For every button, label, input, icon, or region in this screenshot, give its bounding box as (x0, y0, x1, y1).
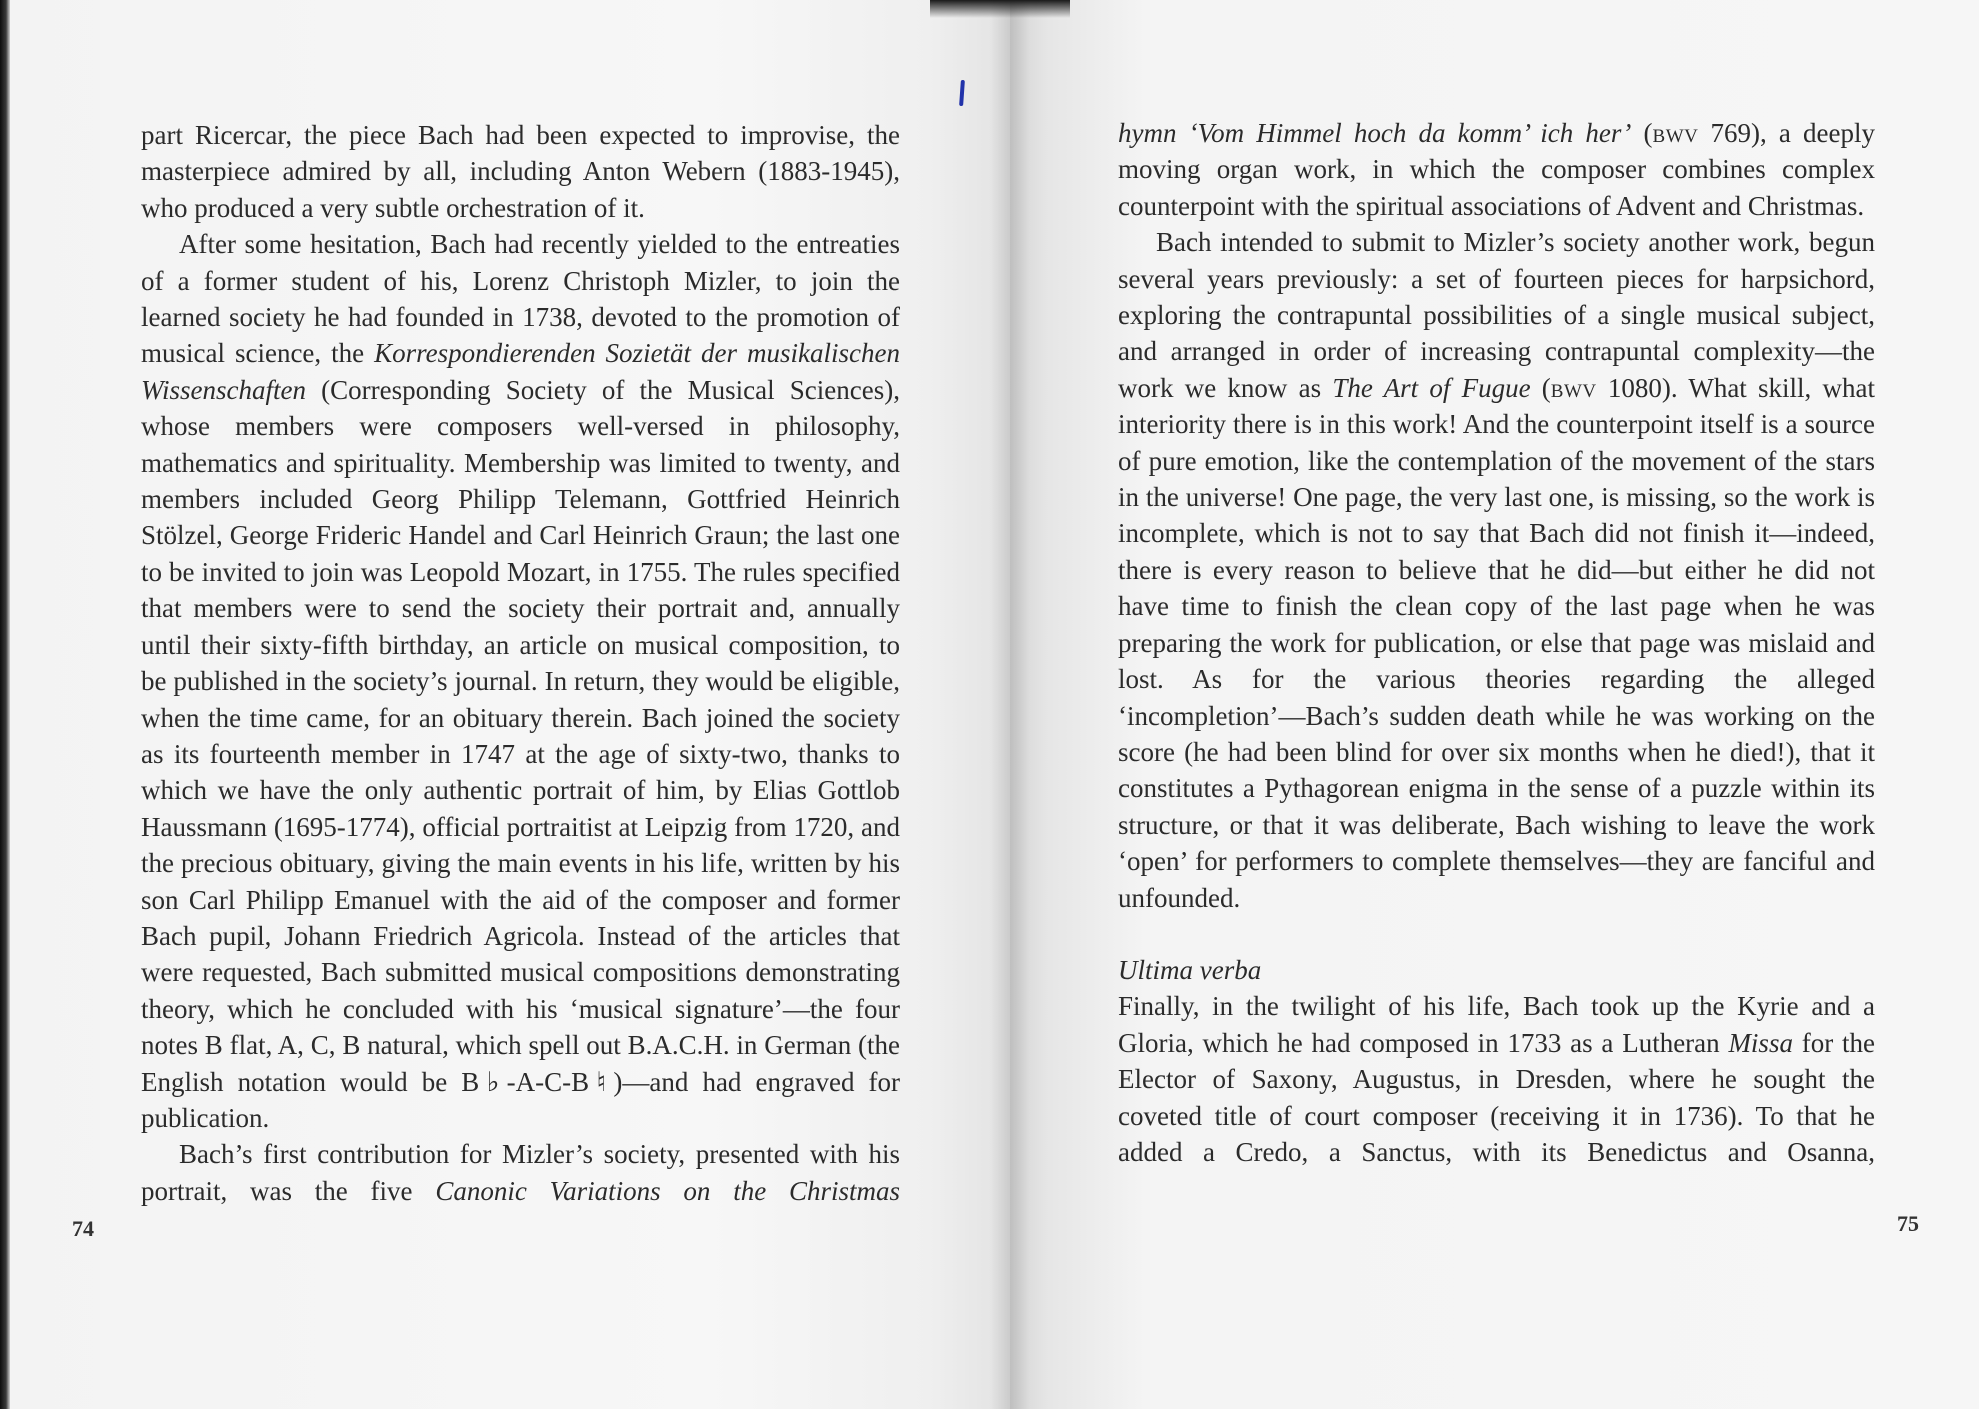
hymn-title-italic: hymn ‘Vom Himmel hoch da komm’ ich her’ (1118, 118, 1632, 148)
book-edge (0, 0, 10, 1409)
left-paragraph-1: part Ricercar, the piece Bach had been expected to improvise, the masterpiece admired by all, including Anton Webern (1883-1945), who produced a very subtle orchestration of it. (141, 120, 900, 223)
page-number-right: 75 (1897, 1211, 1919, 1236)
bwv-abbrev: bwv (1550, 372, 1597, 403)
right-paragraph-1: hymn ‘Vom Himmel hoch da komm’ ich her’ (bwv 769), a deeply moving organ work, in which the composer combines complex counterpoint with the spiritual associations of Advent and Christmas. (1118, 118, 1875, 221)
right-page-text (1118, 115, 1875, 1170)
page-number-left: 74 (72, 1216, 94, 1241)
missa-italic: Missa (1728, 1027, 1793, 1058)
gutter-shadow (990, 0, 1030, 1409)
binding-shadow (930, 0, 1070, 18)
section-heading: Ultima verba (1118, 954, 1262, 985)
left-page-text (141, 117, 900, 1209)
right-paragraph-2: Bach intended to submit to Mizler’s society another work, begun several years previously: a set of fourteen pieces for harpsichord, exploring the contrapuntal possibilities of a single musical subject, and arranged in order of increasing contrapuntal complexity—the work we know as The Art of Fugue (bwv 1080). What skill, what interiority there is in this work! And the counterpoint itself is a source of pure emotion, like the contemplation of the movement of the stars in the universe! One page, the very last one, is missing, so the work is incomplete, which is not to say that Bach did not finish it—indeed, there is every reason to believe that he did—but either he did not have time to finish the clean copy of the last page when he was preparing the work for publication, or else that page was mislaid and lost. As for the various theories regarding the alleged ‘incompletion’—Bach’s sudden death while he was working on the score (he had been blind for over six months when he died!), that it constitutes a Pythagorean enigma in the sense of a puzzle within its structure, or that it was deliberate, Bach wishing to leave the work ‘open’ for performers to complete themselves—they are fanciful and unfounded. (1118, 227, 1876, 913)
right-paragraph-3: Finally, in the twilight of his life, Bach took up the Kyrie and a Gloria, which he had composed in 1733 as a Lutheran Missa for the Elector of Saxony, Augustus, in Dresden, where he sought the coveted title of court composer (receiving it in 1736). To that he added a Credo, a Sanctus, with its Benedictus and Osanna, (1118, 991, 1875, 1167)
art-of-fugue-title: The Art of Fugue (1332, 372, 1531, 403)
right-page (1010, 0, 1979, 1409)
left-paragraph-3: Bach’s first contribution for Mizler’s society, presented with his portrait, was the five Canonic Variations on the Christmas (141, 1139, 900, 1206)
left-page (10, 0, 1010, 1409)
bwv-abbrev: bwv (1652, 118, 1699, 148)
society-name-italic: Korrespondierenden Sozietät der musikalischen Wissenschaften (141, 338, 900, 405)
left-paragraph-2: After some hesitation, Bach had recently yielded to the entreaties of a former student of his, Lorenz Christoph Mizler, to join the learned society he had founded in 1738, devoted to the promotion of musical science, the Korrespondierenden Sozietät der musikalischen Wissenschaften (Corresponding Society of the Musical Sciences), whose members were composers well-versed in philosophy, mathematics and spirituality. Membership was limited to twenty, and members included Georg Philipp Telemann, Gottfried Heinrich Stölzel, George Frideric Handel and Carl Heinrich Graun; the last one to be invited to join was Leopold Mozart, in 1755. The rules specified that members were to send the society their portrait and, annually until their sixty-fifth birthday, an article on musical composition, to be published in the society’s journal. In return, they would be eligible, when the time came, for an obituary therein. Bach joined the society as its fourteenth member in 1747 at the age of sixty-two, thanks to which we have the only authentic portrait of him, by Elias Gottlob Haussmann (1695-1774), official portraitist at Leipzig from 1720, and the precious obituary, giving the main events in his life, written by his son Carl Philipp Emanuel with the aid of the composer and former Bach pupil, Johann Friedrich Agricola. Instead of the articles that were requested, Bach submitted musical compositions demonstrating theory, which he concluded with his ‘musical signature’—the four notes B flat, A, C, B natural, which spell out B.A.C.H. in German (the English notation would be B♭-A-C-B♮)—and had engraved for publication. (141, 229, 900, 1133)
canonic-variations-title: Canonic Variations on the Christmas (435, 1175, 900, 1206)
